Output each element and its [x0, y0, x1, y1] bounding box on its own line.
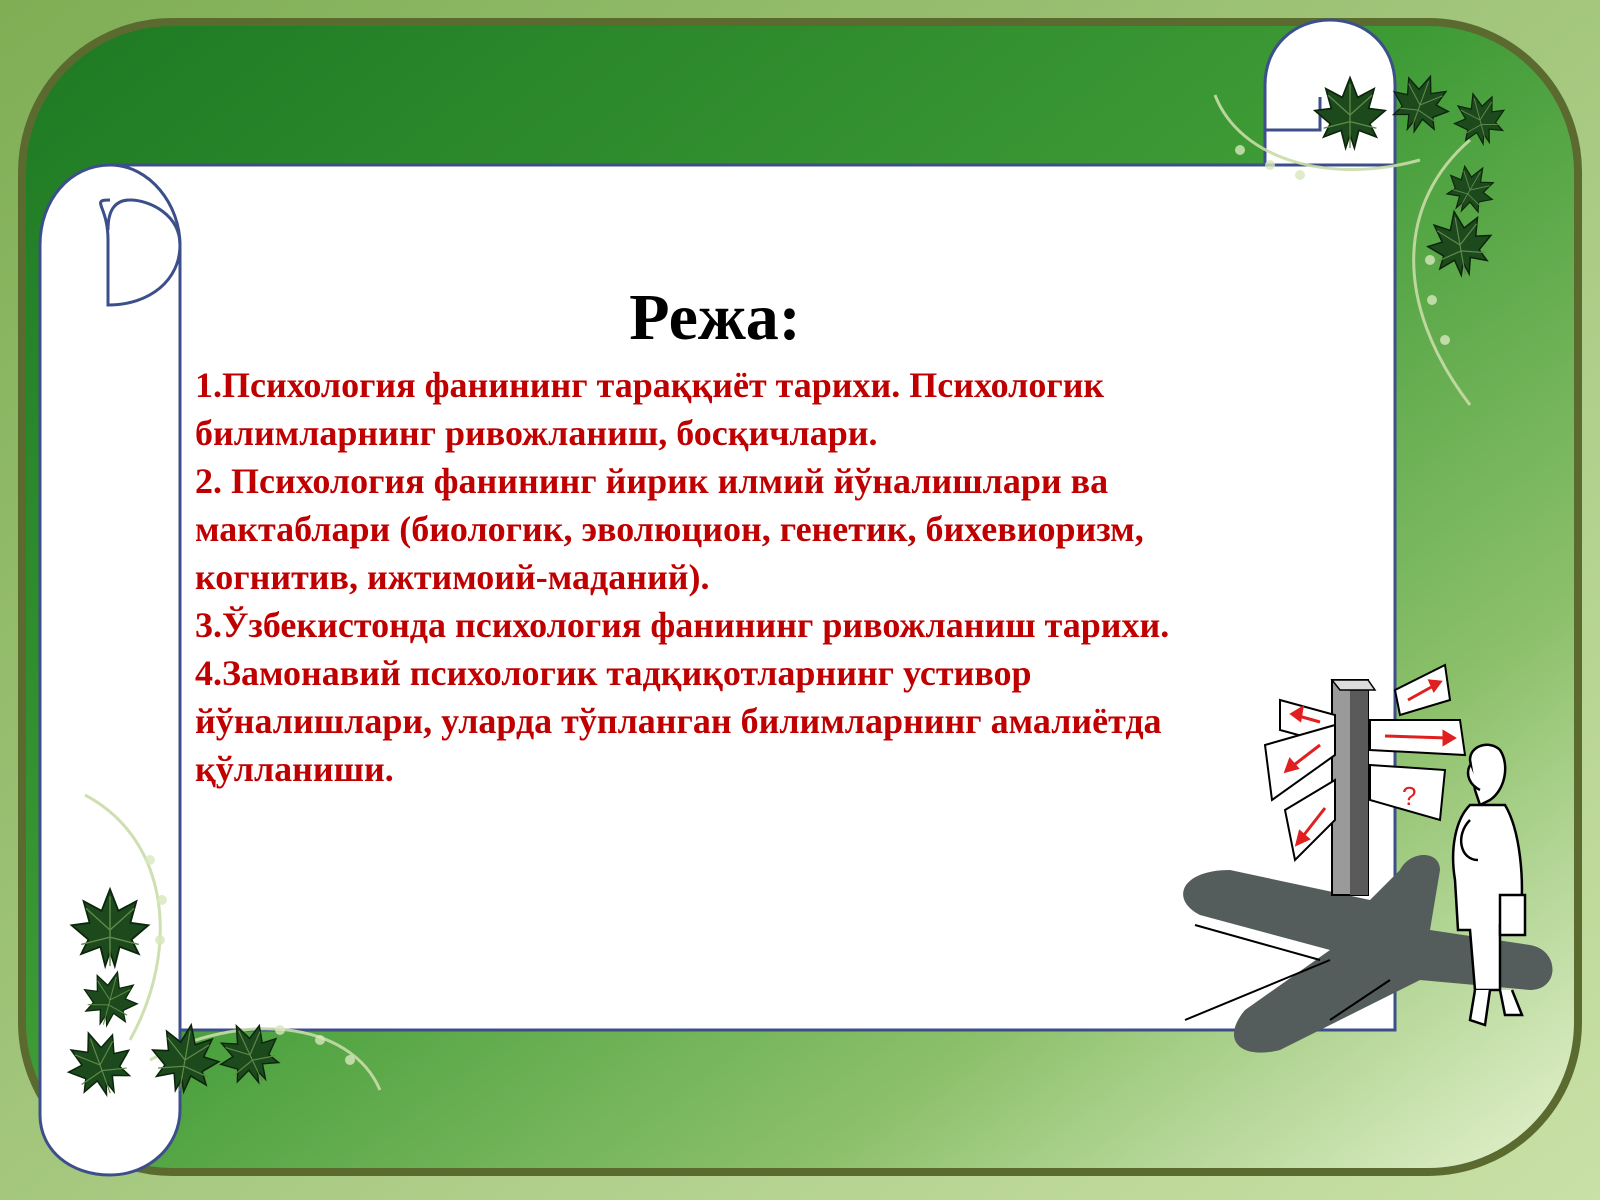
- plan-item-3: 3.Ўзбекистонда психология фанининг ривожланиш тарихи.: [195, 605, 1170, 645]
- plan-item-1: 1.Психология фанининг тараққиёт тарихи. Психологик билимларнинг ривожланиш, босқичлари.: [195, 365, 1105, 453]
- slide-content: [195, 281, 1235, 793]
- plan-item-2: 2. Психология фанининг йирик илмий йўналишлари ва мактаблари (биологик, эволюцион, генетик, бихевиоризм, когнитив, ижтимоий-маданий).: [195, 461, 1144, 597]
- question-mark-label: ?: [1402, 781, 1417, 811]
- plan-item-4: 4.Замонавий психологик тадқиқотларнинг устивор йўналишлари, уларда тўпланган билимларнинг амалиётда қўлланиши.: [195, 653, 1162, 789]
- page-title: Режа:: [629, 281, 801, 354]
